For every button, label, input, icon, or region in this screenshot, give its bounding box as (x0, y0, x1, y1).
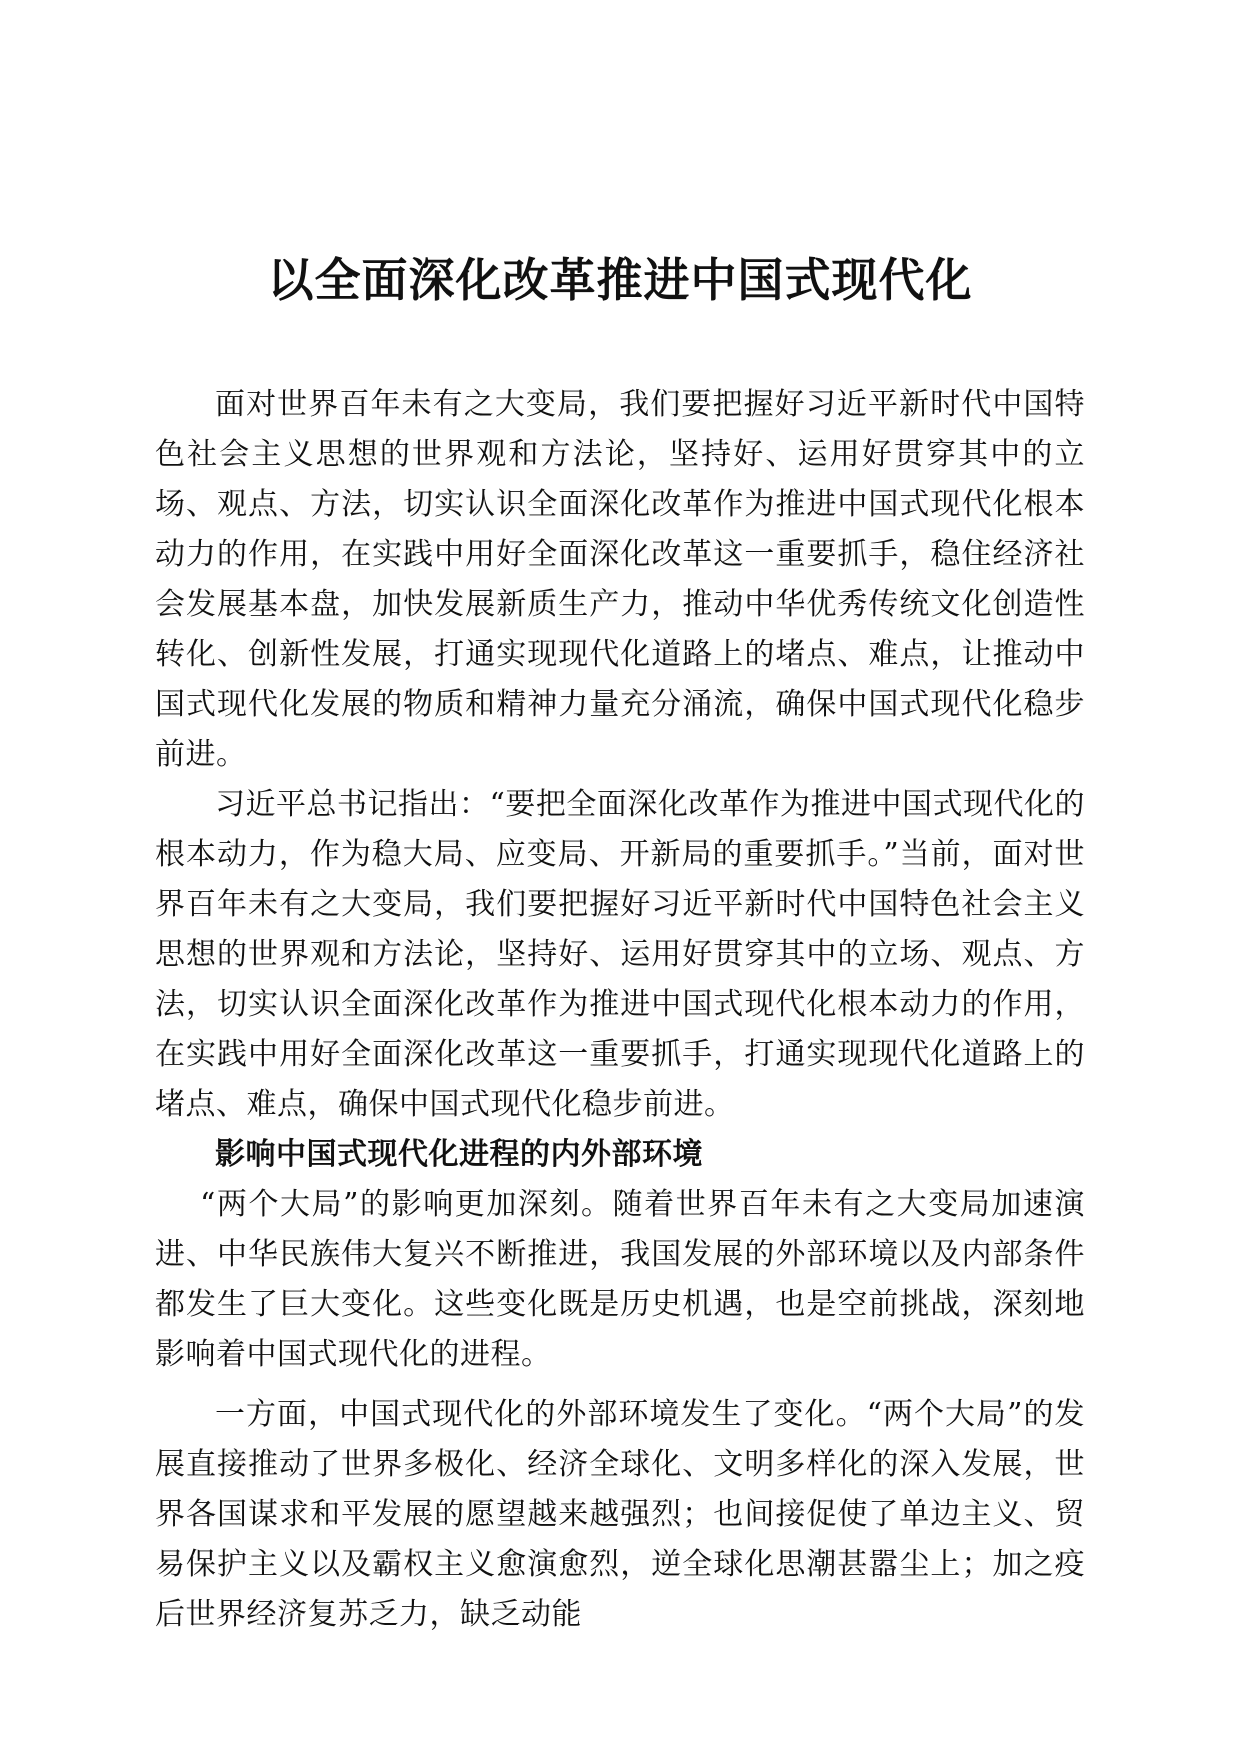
section-paragraph-2: 一方面，中国式现代化的外部环境发生了变化。“两个大局”的发展直接推动了世界多极化、经济全球化、文明多样化的深入发展，世界各国谋求和平发展的愿望越来越强烈；也间接促使了单边主义、贸易保护主义以及霸权主义愈演愈烈，逆全球化思潮甚嚣尘上；加之疫后世界经济复苏乏力，缺乏动能 (155, 1397, 1085, 1632)
document-title: 以全面深化改革推进中国式现代化 (267, 253, 973, 307)
document-body (155, 380, 1085, 1640)
section-heading: 影响中国式现代化进程的内外部环境 (215, 1137, 703, 1172)
section-paragraph-1: “两个大局”的影响更加深刻。随着世界百年未有之大变局加速演进、中华民族伟大复兴不断推进，我国发展的外部环境以及内部条件都发生了巨大变化。这些变化既是历史机遇，也是空前挑战，深刻地影响着中国式现代化的进程。 (155, 1187, 1085, 1372)
body-paragraph-2: 习近平总书记指出：“要把全面深化改革作为推进中国式现代化的根本动力，作为稳大局、应变局、开新局的重要抓手。”当前，面对世界百年未有之大变局，我们要把握好习近平新时代中国特色社会主义思想的世界观和方法论，坚持好、运用好贯穿其中的立场、观点、方法，切实认识全面深化改革作为推进中国式现代化根本动力的作用，在实践中用好全面深化改革这一重要抓手，打通实现现代化道路上的堵点、难点，确保中国式现代化稳步前进。 (155, 787, 1085, 1122)
body-paragraph-1: 面对世界百年未有之大变局，我们要把握好习近平新时代中国特色社会主义思想的世界观和方法论，坚持好、运用好贯穿其中的立场、观点、方法，切实认识全面深化改革作为推进中国式现代化根本动力的作用，在实践中用好全面深化改革这一重要抓手，稳住经济社会发展基本盘，加快发展新质生产力，推动中华优秀传统文化创造性转化、创新性发展，打通实现现代化道路上的堵点、难点，让推动中国式现代化发展的物质和精神力量充分涌流，确保中国式现代化稳步前进。 (155, 387, 1085, 772)
